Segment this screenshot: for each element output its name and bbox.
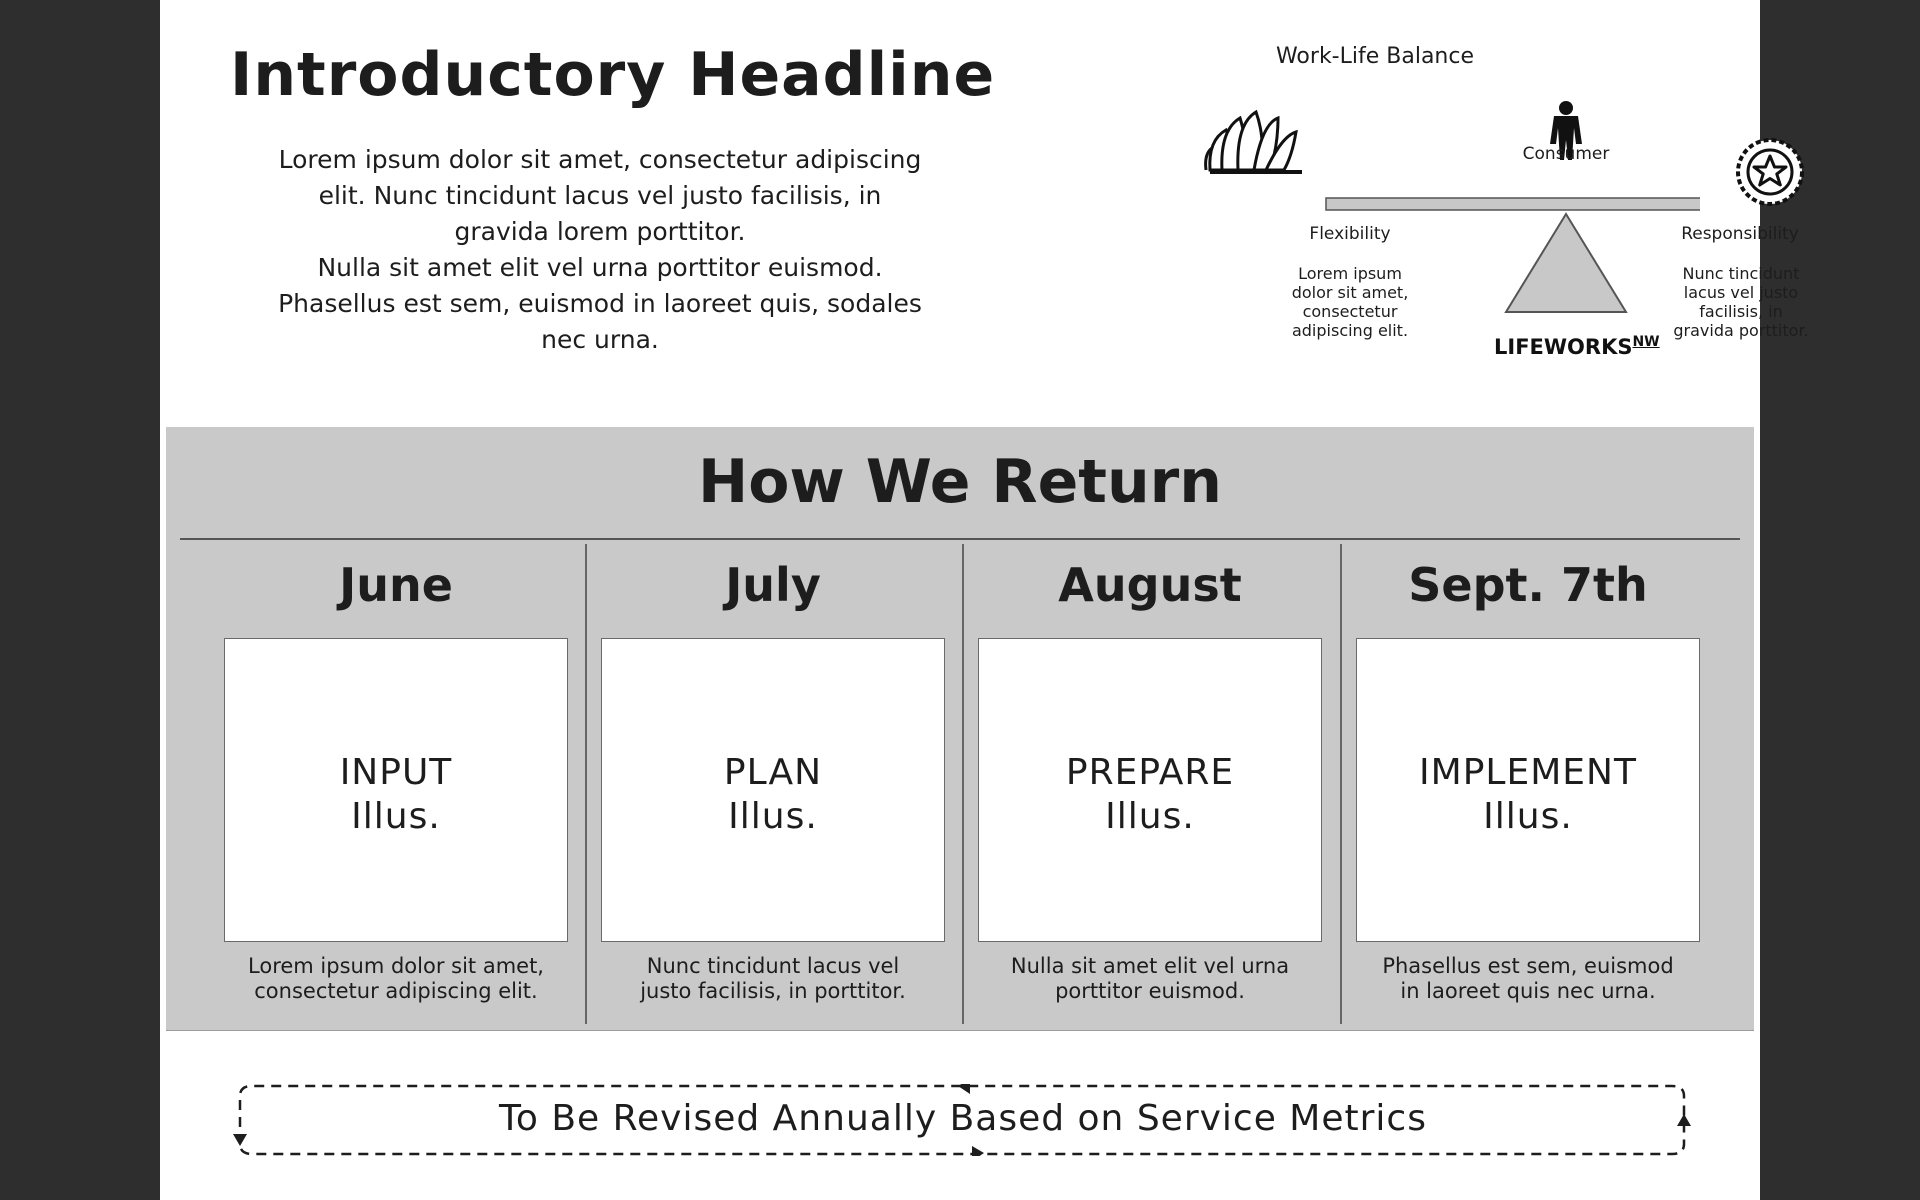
flower-icon bbox=[1206, 112, 1302, 172]
caption-line: Phasellus est sem, euismod bbox=[1382, 954, 1674, 978]
illustration-label bbox=[979, 751, 1321, 839]
intro-line: Phasellus est sem, euismod in laoreet quis, sodales bbox=[278, 289, 922, 318]
right-desc-line: facilisis, in bbox=[1699, 302, 1783, 321]
illustration-line: Illus. bbox=[728, 796, 818, 837]
left-desc-line: Lorem ipsum bbox=[1298, 264, 1402, 283]
panel-title: How We Return bbox=[698, 447, 1222, 517]
arrow-right-icon bbox=[972, 1146, 984, 1156]
balance-beam bbox=[1326, 198, 1700, 210]
column-divider bbox=[962, 544, 964, 1024]
illustration-line: INPUT bbox=[339, 752, 453, 793]
balance-title: Work-Life Balance bbox=[1275, 44, 1475, 69]
revision-text: To Be Revised Annually Based on Service Metrics bbox=[499, 1098, 1427, 1139]
illustration-line: Illus. bbox=[1105, 796, 1195, 837]
illustration-box bbox=[224, 638, 568, 942]
illustration-line: Illus. bbox=[1483, 796, 1573, 837]
caption-line: porttitor euismod. bbox=[1055, 979, 1245, 1003]
work-life-balance-graphic bbox=[1140, 40, 1809, 370]
balance-fulcrum bbox=[1506, 214, 1626, 312]
illustration-label bbox=[1357, 751, 1699, 839]
brand-sup: NW bbox=[1632, 334, 1660, 350]
column-divider bbox=[585, 544, 587, 1024]
badge-star-icon bbox=[1730, 132, 1810, 212]
revision-cycle-banner bbox=[226, 1084, 1700, 1156]
intro-line: gravida lorem porttitor. bbox=[454, 217, 746, 246]
brand-main: LIFEWORKS bbox=[1494, 335, 1633, 359]
illustration-label bbox=[225, 751, 567, 839]
timeline-column-august bbox=[978, 544, 1322, 1024]
column-caption bbox=[601, 954, 945, 1004]
right-label: Responsibility bbox=[1681, 224, 1799, 244]
timeline-column-july bbox=[601, 544, 945, 1024]
intro-line: Nulla sit amet elit vel urna porttitor euismod. bbox=[317, 253, 883, 282]
caption-line: Lorem ipsum dolor sit amet, bbox=[248, 954, 544, 978]
column-caption bbox=[978, 954, 1322, 1004]
intro-line: elit. Nunc tincidunt lacus vel justo facilisis, in bbox=[318, 181, 882, 210]
column-month: August bbox=[1058, 558, 1242, 612]
lifeworks-logo bbox=[1494, 334, 1660, 359]
column-caption bbox=[224, 954, 568, 1004]
timeline-column-september bbox=[1356, 544, 1700, 1024]
column-month: July bbox=[725, 558, 821, 612]
right-desc-line: Nunc tincidunt bbox=[1682, 264, 1800, 283]
intro-headline: Introductory Headline bbox=[230, 40, 996, 110]
intro-line: Lorem ipsum dolor sit amet, consectetur adipiscing bbox=[278, 145, 922, 174]
illustration-line: PLAN bbox=[723, 752, 823, 793]
column-caption bbox=[1356, 954, 1700, 1004]
center-label: Consumer bbox=[1522, 144, 1610, 164]
column-divider bbox=[1340, 544, 1342, 1024]
caption-line: in laoreet quis nec urna. bbox=[1400, 979, 1656, 1003]
right-desc-line: lacus vel justo bbox=[1683, 283, 1799, 302]
left-desc-line: dolor sit amet, bbox=[1291, 283, 1409, 302]
illustration-line: PREPARE bbox=[1065, 752, 1235, 793]
intro-line: nec urna. bbox=[541, 325, 659, 354]
intro-body bbox=[240, 142, 960, 358]
left-desc-line: adipiscing elit. bbox=[1291, 321, 1409, 340]
illustration-box bbox=[601, 638, 945, 942]
illustration-box bbox=[978, 638, 1322, 942]
how-we-return-panel bbox=[166, 427, 1754, 1031]
panel-divider bbox=[180, 538, 1740, 540]
right-description bbox=[1656, 264, 1826, 340]
left-desc-line: consectetur bbox=[1302, 302, 1398, 321]
column-month: June bbox=[339, 558, 453, 612]
left-description bbox=[1270, 264, 1430, 340]
page bbox=[160, 0, 1809, 1200]
column-month: Sept. 7th bbox=[1408, 558, 1648, 612]
caption-line: Nulla sit amet elit vel urna bbox=[1010, 954, 1290, 978]
caption-line: Nunc tincidunt lacus vel bbox=[646, 954, 900, 978]
arrow-left-icon bbox=[958, 1084, 970, 1094]
caption-line: consectetur adipiscing elit. bbox=[254, 979, 538, 1003]
illustration-line: IMPLEMENT bbox=[1419, 752, 1637, 793]
illustration-line: Illus. bbox=[351, 796, 441, 837]
right-desc-line: gravida porttitor. bbox=[1673, 321, 1809, 340]
left-label: Flexibility bbox=[1309, 224, 1391, 244]
illustration-label bbox=[602, 751, 944, 839]
timeline-column-june bbox=[224, 544, 568, 1024]
caption-line: justo facilisis, in porttitor. bbox=[640, 979, 906, 1003]
illustration-box bbox=[1356, 638, 1700, 942]
